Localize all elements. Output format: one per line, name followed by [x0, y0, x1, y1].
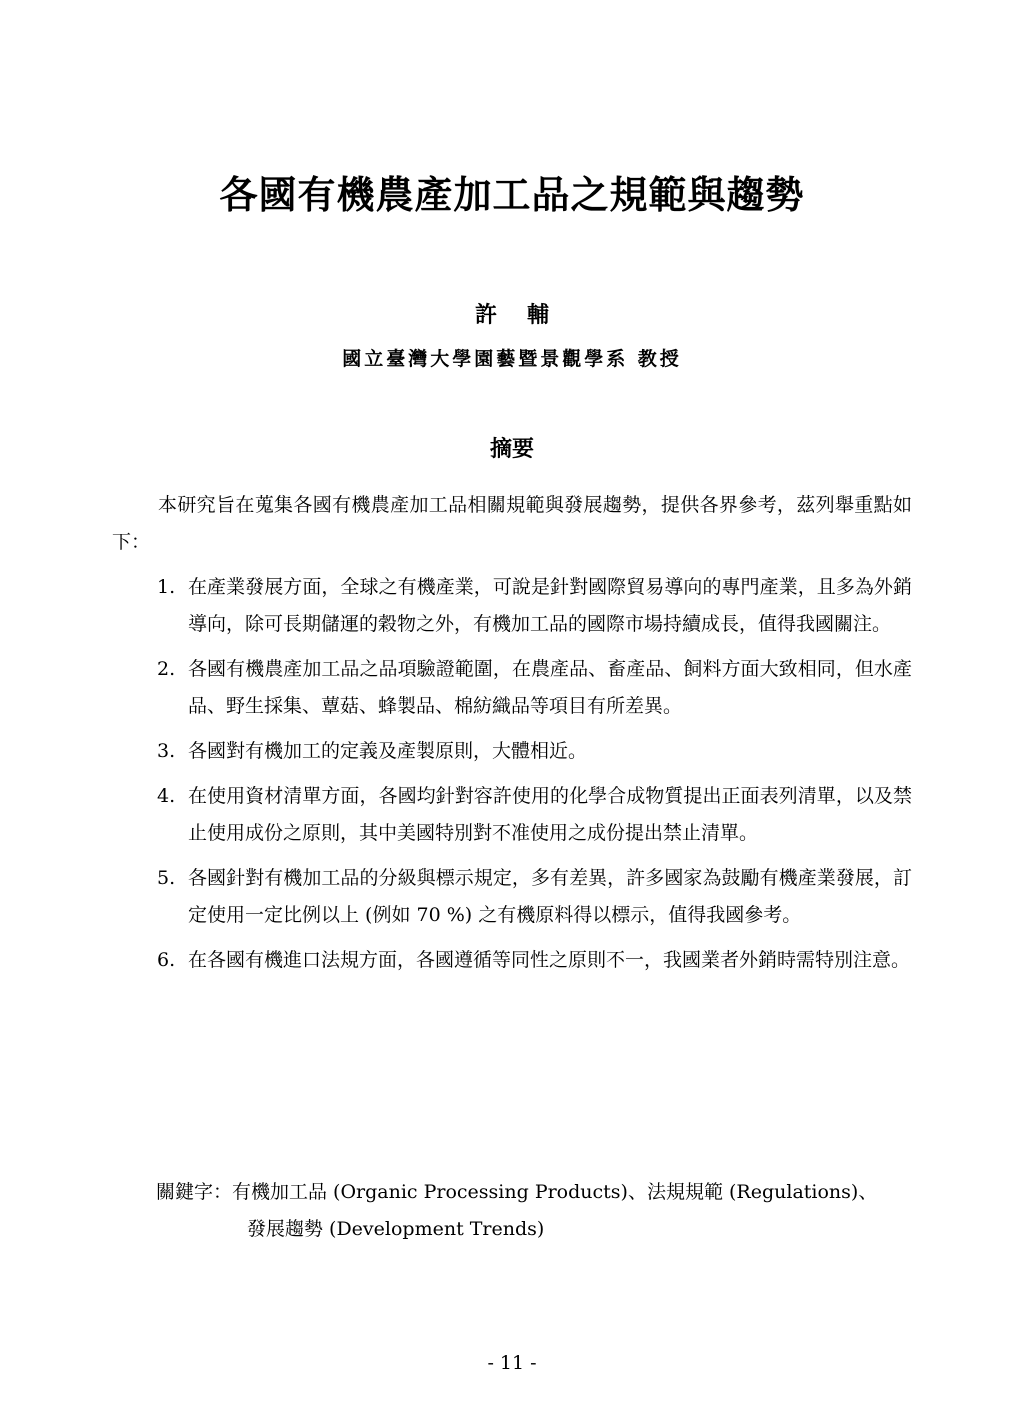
keywords-block	[156, 1174, 916, 1248]
abstract-heading: 摘要	[489, 437, 534, 462]
author-name: 許輔	[474, 302, 579, 328]
page-number: - 11 -	[487, 1352, 537, 1374]
point-number: 1.	[157, 576, 176, 598]
point-text: 各國針對有機加工品的分級與標示規定，多有差異，許多國家為鼓勵有機產業發展，訂定使用一定比例以上 (例如 70 %) 之有機原料得以標示，值得我國參考。	[188, 867, 912, 926]
keywords-label: 關鍵字：	[156, 1181, 233, 1203]
point-text: 各國對有機加工的定義及產製原則，大體相近。	[188, 740, 588, 762]
abstract-intro: 本研究旨在蒐集各國有機農產加工品相關規範與發展趨勢，提供各界參考，茲列舉重點如下：	[112, 494, 912, 553]
keywords-line-2: 發展趨勢 (Development Trends)	[247, 1218, 545, 1240]
point-text: 各國有機農產加工品之品項驗證範圍，在農產品、畜產品、飼料方面大致相同，但水產品、野生採集、蕈菇、蜂製品、棉紡織品等項目有所差異。	[188, 658, 912, 717]
point-number: 2.	[157, 658, 176, 680]
abstract-body	[112, 487, 912, 987]
abstract-point-4	[157, 778, 912, 852]
point-number: 4.	[157, 785, 176, 807]
author-affiliation: 國立臺灣大學園藝暨景觀學系 教授	[342, 348, 682, 370]
abstract-point-3	[157, 733, 912, 770]
abstract-point-5	[157, 860, 912, 934]
paper-title: 各國有機農產加工品之規範與趨勢	[219, 173, 805, 217]
abstract-points-list	[112, 569, 912, 979]
point-text: 在使用資材清單方面，各國均針對容許使用的化學合成物質提出正面表列清單，以及禁止使用成份之原則，其中美國特別對不准使用之成份提出禁止清單。	[188, 785, 912, 844]
point-number: 3.	[157, 740, 176, 762]
abstract-point-6	[157, 942, 912, 979]
keywords-text-1: 有機加工品 (Organic Processing Products)、法規規範 (Regulations)、	[232, 1181, 878, 1203]
abstract-point-1	[157, 569, 912, 643]
abstract-point-2	[157, 651, 912, 725]
keywords-line-1	[156, 1174, 916, 1211]
point-text: 在產業發展方面，全球之有機產業，可說是針對國際貿易導向的專門產業，且多為外銷導向，除可長期儲運的穀物之外，有機加工品的國際市場持續成長，值得我國關注。	[188, 576, 912, 635]
point-number: 6.	[157, 949, 176, 971]
point-text: 在各國有機進口法規方面，各國遵循等同性之原則不一，我國業者外銷時需特別注意。	[188, 949, 911, 971]
point-number: 5.	[157, 867, 176, 889]
